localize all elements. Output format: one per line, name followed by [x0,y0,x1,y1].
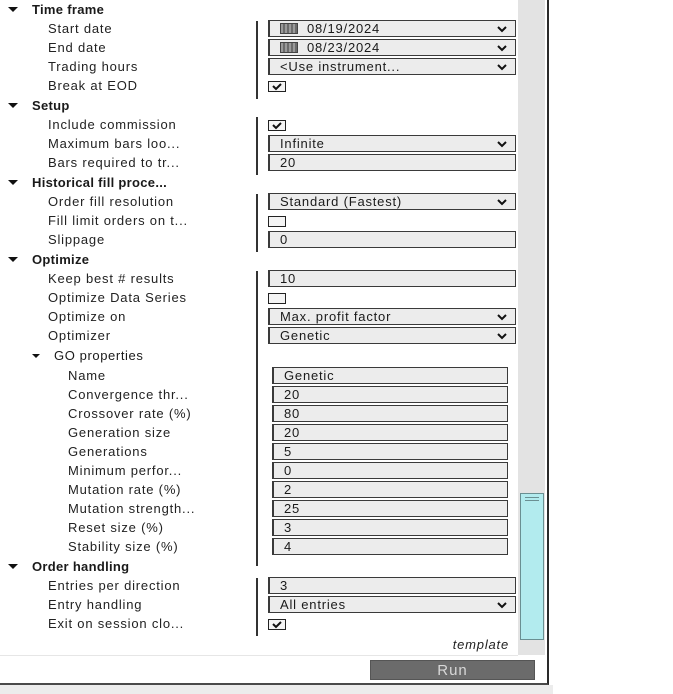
column-divider[interactable] [256,21,258,99]
mutation-rate-input[interactable] [272,481,508,498]
checkmark-icon [272,121,282,130]
label-entry-handling: Entry handling [48,597,143,612]
reset-size-value: 3 [284,520,293,535]
label-slippage: Slippage [48,232,105,247]
checkmark-icon [272,620,282,629]
mutation-rate-value: 2 [284,482,293,497]
generation-size-value: 20 [284,425,301,440]
chevron-down-icon[interactable] [497,43,507,53]
label-generations: Generations [68,444,148,459]
category-setup[interactable] [0,96,70,115]
stability-size-input[interactable] [272,538,508,555]
label-order-fill-resolution: Order fill resolution [48,194,174,209]
minimum-performance-value: 0 [284,463,293,478]
chevron-down-icon[interactable] [497,312,507,322]
label-minimum-performance: Minimum perfor... [68,463,183,478]
stability-size-value: 4 [284,539,293,554]
optimize-on-value: Max. profit factor [280,309,392,324]
optimize-data-series-checkbox[interactable] [268,293,286,304]
footer-divider [0,655,518,656]
crossover-rate-input[interactable] [272,405,508,422]
collapse-triangle-icon[interactable] [8,564,18,569]
column-divider[interactable] [256,117,258,175]
optimizer-select[interactable] [268,327,516,344]
label-optimizer: Optimizer [48,328,111,343]
collapse-triangle-icon[interactable] [8,7,18,12]
keep-best-results-input[interactable] [268,270,516,287]
trading-hours-value: <Use instrument... [280,59,401,74]
include-commission-checkbox[interactable] [268,120,286,131]
category-title: Setup [32,98,70,113]
order-fill-resolution-value: Standard (Fastest) [280,194,403,209]
label-fill-limit-orders: Fill limit orders on t... [48,213,188,228]
category-order-handling[interactable] [0,557,129,576]
trading-hours-select[interactable] [268,58,516,75]
slippage-input[interactable] [268,231,516,248]
grip-icon [525,497,539,501]
category-title: GO properties [54,348,144,363]
category-time-frame[interactable] [0,0,104,19]
optimize-on-select[interactable] [268,308,516,325]
column-divider[interactable] [256,271,258,566]
collapse-triangle-icon[interactable] [8,103,18,108]
label-stability-size: Stability size (%) [68,539,179,554]
chevron-down-icon[interactable] [497,197,507,207]
label-entries-per-direction: Entries per direction [48,578,181,593]
collapse-triangle-icon[interactable] [8,257,18,262]
maximum-bars-lookback-value: Infinite [280,136,325,151]
go-name-input[interactable] [272,367,508,384]
label-generation-size: Generation size [68,425,172,440]
mutation-strength-input[interactable] [272,500,508,517]
start-date-value: 08/19/2024 [307,21,381,36]
exit-on-session-close-checkbox[interactable] [268,619,286,630]
keep-best-results-value: 10 [280,271,297,286]
category-title: Time frame [32,2,105,17]
label-start-date: Start date [48,21,113,36]
label-end-date: End date [48,40,107,55]
crossover-rate-value: 80 [284,406,301,421]
order-fill-resolution-select[interactable] [268,193,516,210]
label-reset-size: Reset size (%) [68,520,164,535]
bars-required-value: 20 [280,155,297,170]
calendar-icon [280,42,298,53]
collapse-triangle-icon[interactable] [8,180,18,185]
end-date-value: 08/23/2024 [307,40,381,55]
label-maximum-bars-lookback: Maximum bars loo... [48,136,181,151]
vertical-scrollbar-thumb[interactable] [520,493,544,640]
minimum-performance-input[interactable] [272,462,508,479]
label-optimize-data-series: Optimize Data Series [48,290,187,305]
checkmark-icon [272,82,282,91]
optimizer-value: Genetic [280,328,331,343]
category-title: Historical fill proce... [32,175,168,190]
entry-handling-value: All entries [280,597,346,612]
label-include-commission: Include commission [48,117,177,132]
label-go-name: Name [68,368,106,383]
fill-limit-orders-checkbox[interactable] [268,216,286,227]
maximum-bars-lookback-select[interactable] [268,135,516,152]
reset-size-input[interactable] [272,519,508,536]
column-divider[interactable] [256,578,258,636]
collapse-triangle-icon[interactable] [32,354,40,358]
mutation-strength-value: 25 [284,501,301,516]
end-date-picker[interactable] [268,39,516,56]
entries-per-direction-value: 3 [280,578,289,593]
generations-input[interactable] [272,443,508,460]
entry-handling-select[interactable] [268,596,516,613]
category-historical-fill-processing[interactable] [0,173,167,192]
slippage-value: 0 [280,232,289,247]
break-at-eod-checkbox[interactable] [268,81,286,92]
category-title: Optimize [32,252,90,267]
bars-required-input[interactable] [268,154,516,171]
label-crossover-rate: Crossover rate (%) [68,406,192,421]
label-keep-best-results: Keep best # results [48,271,175,286]
generation-size-input[interactable] [272,424,508,441]
chevron-down-icon[interactable] [497,24,507,34]
label-trading-hours: Trading hours [48,59,139,74]
template-link[interactable]: template [452,637,509,652]
window-bottom-edge [0,685,553,694]
go-name-value: Genetic [284,368,335,383]
entries-per-direction-input[interactable] [268,577,516,594]
label-mutation-rate: Mutation rate (%) [68,482,182,497]
category-optimize[interactable] [0,250,89,269]
calendar-icon [280,23,298,34]
label-bars-required: Bars required to tr... [48,155,180,170]
label-break-at-eod: Break at EOD [48,78,138,93]
chevron-down-icon[interactable] [497,600,507,610]
chevron-down-icon[interactable] [497,331,507,341]
generations-value: 5 [284,444,293,459]
convergence-threshold-value: 20 [284,387,301,402]
label-exit-on-session-close: Exit on session clo... [48,616,185,631]
label-optimize-on: Optimize on [48,309,127,324]
chevron-down-icon[interactable] [497,139,507,149]
category-go-properties[interactable] [0,346,143,365]
label-convergence-threshold: Convergence thr... [68,387,189,402]
convergence-threshold-input[interactable] [272,386,508,403]
category-title: Order handling [32,559,130,574]
run-button[interactable]: Run [370,660,535,680]
label-mutation-strength: Mutation strength... [68,501,196,516]
chevron-down-icon[interactable] [497,62,507,72]
column-divider[interactable] [256,194,258,252]
start-date-picker[interactable] [268,20,516,37]
